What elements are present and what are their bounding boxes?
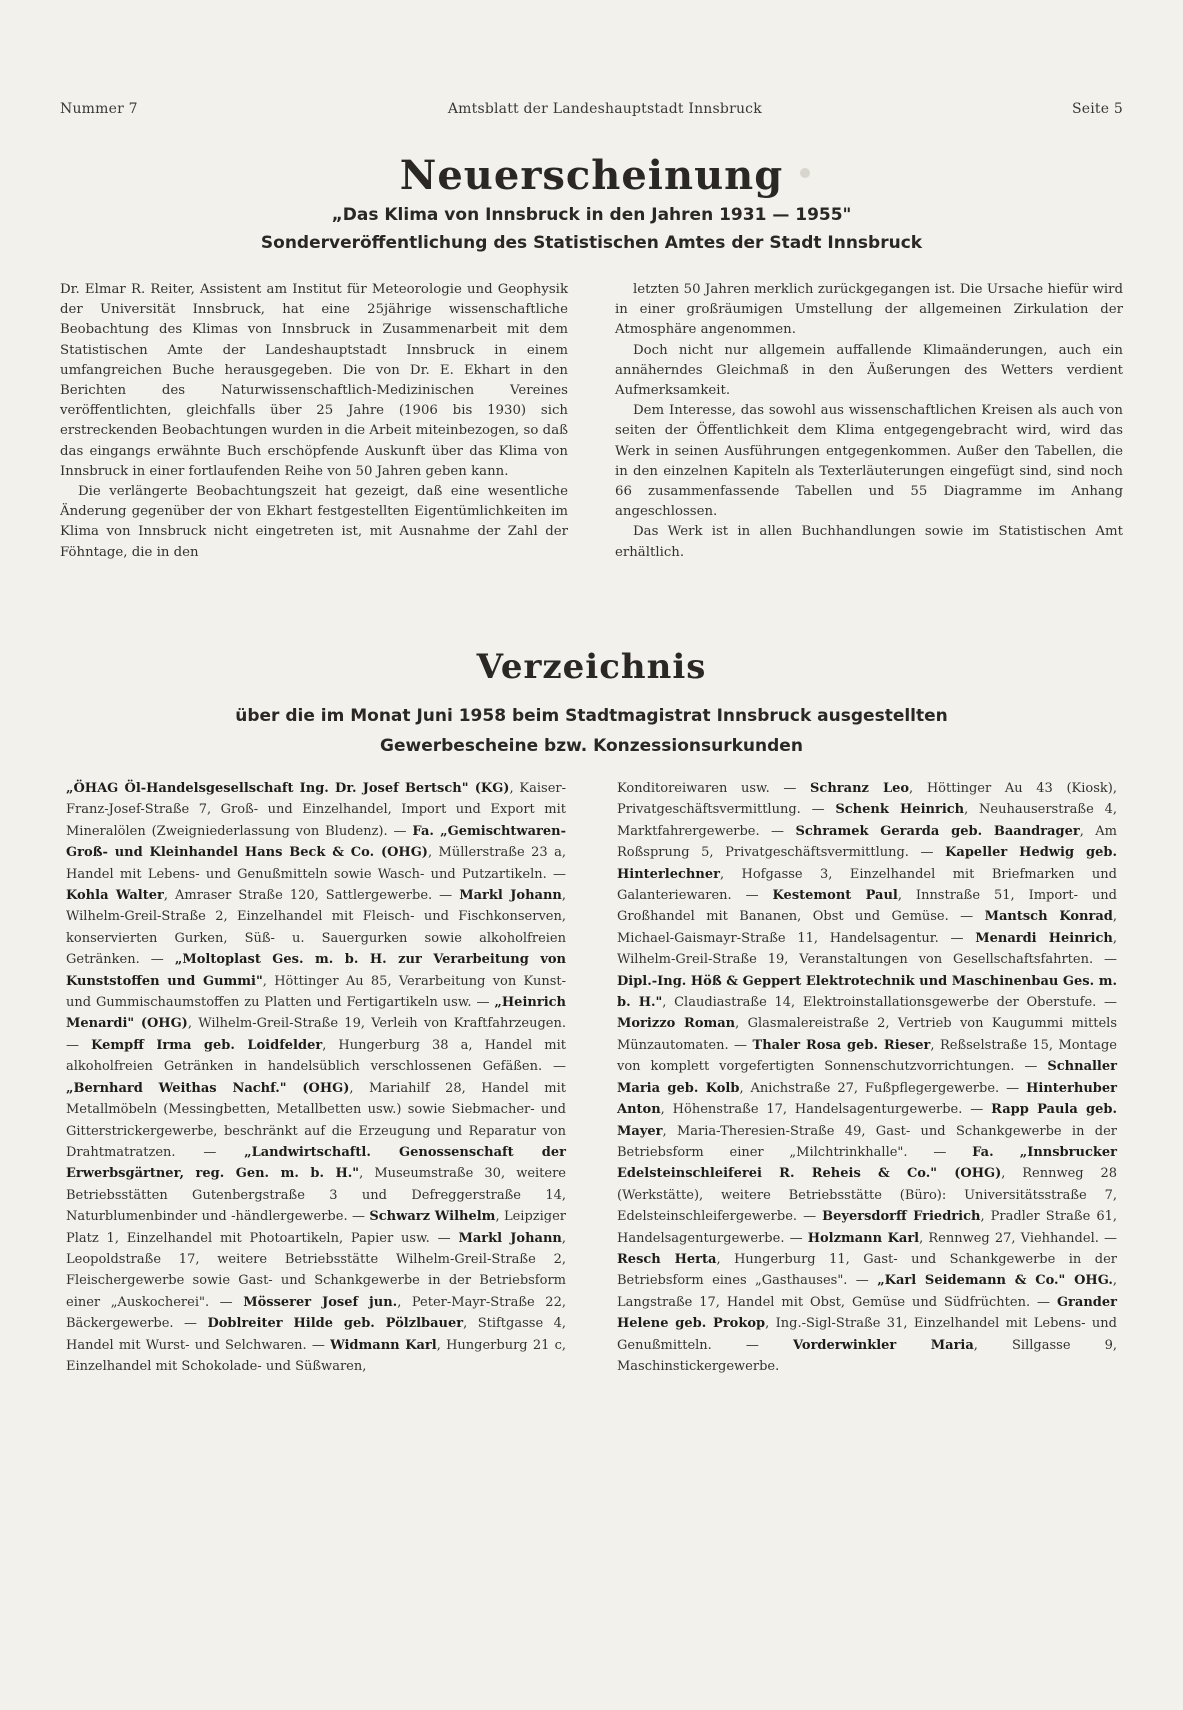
entry-name: Schnaller Maria geb. Kolb [617, 1059, 1117, 1096]
entry-name: Vorderwinkler Maria [793, 1337, 974, 1353]
entry-name: Menardi Heinrich [975, 930, 1113, 946]
entry-details: , Sillgasse 9, Maschinstickergewerbe. [617, 1337, 1118, 1374]
entry-name: Widmann Karl [330, 1337, 437, 1353]
entry-details: , Michael-Gaismayr-Straße 11, Handelsagentur. — [617, 909, 1117, 946]
article1-subtitle2: Sonderveröffentlichung des Statistischen Amtes der Stadt Innsbruck [260, 233, 923, 253]
entry-name: Rapp Paula geb. Mayer [617, 1102, 1117, 1139]
entry-details: Konditoreiwaren usw. — [617, 781, 811, 796]
entry-details: , Amraser Straße 120, Sattlergewerbe. — [163, 888, 460, 904]
entry-details: , Langstraße 17, Handel mit Obst, Gemüse und Südfrüchten. — [617, 1273, 1117, 1310]
entry-details: , Mariahilf 28, Handel mit Metallmöbeln (Messingbetten, Metallbetten usw.) sowie Siebmacher- und Gitterstrickergewerbe, beschränkt auf die Erzeugung und Reparatur von Drahtmatratzen. — [66, 1080, 566, 1160]
entry-name: Morizzo Roman [617, 1016, 736, 1032]
entry-name: „Landwirtschaftl. Genossenschaft der Erwerbsgärtner, reg. Gen. m. b. H." [66, 1144, 566, 1182]
paragraph: Die verlängerte Beobachtungszeit hat gezeigt, daß eine wesentliche Änderung gegenüber der von Ekhart festgestellten Eigentümlichkeiten im Klima von Innsbruck nicht eingetreten ist, mit Ausnahme der Zahl der Föhntage, die in den [60, 484, 568, 560]
article1-right-column [615, 280, 1123, 563]
entry-name: „Heinrich Menardi" (OHG) [66, 995, 566, 1032]
entry-details: , Kaiser-Franz-Josef-Straße 7, Groß- und Einzelhandel, Import und Export mit Mineralölen (Zweigniederlassung von Bludenz). — [66, 781, 567, 839]
article1-left-column [60, 280, 568, 563]
entry-details: , Neuhauserstraße 4, Marktfahrergewerbe. — [617, 802, 1117, 839]
article2-body [66, 778, 1117, 1377]
entry-name: Markl Johann [459, 888, 562, 904]
entry-name: Schenk Heinrich [835, 802, 965, 818]
page-header [60, 97, 1123, 121]
entry-details: , Hungerburg 11, Gast- und Schankgewerbe in der Betriebsform eines „Gasthauses". — [617, 1251, 1117, 1289]
article1-title: Neuerscheinung [399, 152, 784, 199]
entry-details: , Claudiastraße 14, Elektroinstallationsgewerbe der Oberstufe. — [662, 995, 1117, 1011]
entry-name: Doblreiter Hilde geb. Pölzlbauer [207, 1316, 464, 1332]
article2-subtitle: über die im Monat Juni 1958 beim Stadtmagistrat Innsbruck ausgestellten [235, 706, 948, 726]
page-number: Seite 5 [1071, 101, 1123, 117]
entry-details: , Wilhelm-Greil-Straße 2, Einzelhandel mit Fleisch- und Fischkonserven, konservierten Gurken, Süß- u. Sauergurken sowie alkoholfreien Getränken. — [66, 888, 566, 968]
issue-number: Nummer 7 [60, 101, 138, 117]
entry-details: , Rennweg 28 (Werkstätte), weitere Betriebsstätte (Büro): Universitätsstraße 7, Edelsteinschleifergewerbe. — [617, 1166, 1117, 1225]
entry-details: , Wilhelm-Greil-Straße 19, Veranstaltungen von Gesellschaftsfahrten. — [617, 930, 1117, 968]
entry-details: , Am Roßsprung 5, Privatgeschäftsvermittlung. — [617, 823, 1118, 861]
article1-subtitle: „Das Klima von Innsbruck in den Jahren 1931 — 1955" [331, 205, 852, 225]
entry-name: Schramek Gerarda geb. Baandrager [795, 823, 1080, 839]
entry-details: , Reßselstraße 15, Montage von komplett vorgefertigten Sonnenschutzvorrichtungen. — [617, 1037, 1117, 1075]
article2-right-column [617, 778, 1117, 1377]
entry-name: Hinterhuber Anton [617, 1080, 1118, 1118]
entry-name: Schranz Leo [810, 781, 910, 796]
entry-name: Kapeller Hedwig geb. Hinterlechner [617, 845, 1117, 882]
entry-details: , Hungerburg 38 a, Handel mit alkoholfreien Getränken in handelsüblich verschlossenen Gefäßen. — [66, 1037, 566, 1075]
entry-details: , Leopoldstraße 17, weitere Betriebsstätte Wilhelm-Greil-Straße 2, Fleischergewerbe sowie Gast- und Schankgewerbe in der Betriebsform einer „Auskocherei". — [66, 1230, 566, 1310]
entry-details: , Pradler Straße 61, Handelsagenturgewerbe. — [617, 1209, 1118, 1246]
entry-details: , Maria-Theresien-Straße 49, Gast- und Schankgewerbe in der Betriebsform einer „Milchtrinkhalle". — [617, 1123, 1117, 1160]
entry-name: Fa. „Gemischtwaren-Groß- und Kleinhandel Hans Beck & Co. (OHG) [66, 823, 566, 861]
entry-name: Markl Johann [458, 1230, 562, 1246]
entry-name: „Moltoplast Ges. m. b. H. zur Verarbeitung von Kunststoffen und Gummi" [66, 952, 567, 989]
entry-name: „Bernhard Weithas Nachf." (OHG) [66, 1080, 350, 1096]
entry-details: , Rennweg 27, Viehhandel. — [919, 1230, 1117, 1246]
entry-details: , Leipziger Platz 1, Einzelhandel mit Photoartikeln, Papier usw. — [66, 1209, 567, 1246]
paragraph: Doch nicht nur allgemein auffallende Klimaänderungen, auch ein annäherndes Gleichmaß in den Äußerungen des Wetters verdient Aufmerksamkeit. [615, 342, 1123, 399]
paragraph: Dr. Elmar R. Reiter, Assistent am Institut für Meteorologie und Geophysik der Universität Innsbruck, hat eine 25jährige wissenschaftliche Beobachtung des Klimas von Innsbruck in Zusammenarbeit mit dem Statistischen Amte der Landeshauptstadt Innsbruck in einem umfangreichen Buche herausgegeben. Die von Dr. E. Ekhart in den Berichten des Naturwissenschaftlich-Medizinischen Vereines veröffentlichten, gleichfalls über 25 Jahre (1906 bis 1930) sich erstreckenden Beobachtungen wurden in die Arbeit miteinbezogen, so daß das eingangs erwähnte Buch erschöpfende Auskunft über das Klima von Innsbruck in einer fortlaufenden Reihe von 50 Jahren geben kann. [60, 282, 568, 479]
entry-name: Dipl.-Ing. Höß & Geppert Elektrotechnik und Maschinenbau Ges. m. b. H." [617, 973, 1117, 1011]
paragraph: Dem Interesse, das sowohl aus wissenschaftlichen Kreisen als auch von seiten der Öffentlichkeit dem Klima entgegengebracht wird, wird das Werk in seinen Ausführungen entgegenkommen. Außer den Tabellen, die in den einzelnen Kapiteln als Texterläuterungen eingefügt sind, sind noch 66 zusammenfassende Tabellen und 55 Diagramme im Anhang angeschlossen. [615, 403, 1123, 520]
entry-name: Mantsch Konrad [984, 909, 1113, 925]
publication-title: Amtsblatt der Landeshauptstadt Innsbruck [447, 101, 762, 117]
entry-details: , Höhenstraße 17, Handelsagenturgewerbe. — [660, 1102, 992, 1118]
entry-name: Mösserer Josef jun. [243, 1294, 398, 1310]
entry-details: , Hofgasse 3, Einzelhandel mit Briefmarken und Galanteriewaren. — [617, 866, 1117, 904]
entry-details: , Hungerburg 21 c, Einzelhandel mit Schokolade- und Süßwaren, [66, 1337, 566, 1374]
article1-body [60, 280, 1123, 563]
article2-left-column [66, 778, 566, 1377]
entry-details: , Höttinger Au 43 (Kiosk), Privatgeschäftsvermittlung. — [617, 781, 1117, 818]
entry-details: , Ing.-Sigl-Straße 31, Einzelhandel mit Lebens- und Genußmitteln. — [617, 1316, 1117, 1353]
entry-details: , Museumstraße 30, weitere Betriebsstätten Gutenbergstraße 3 und Defreggerstraße 14, Naturblumenbinder und -händlergewerbe. — [66, 1166, 566, 1225]
entry-details: , Wilhelm-Greil-Straße 19, Verleih von Kraftfahrzeugen. — [66, 1016, 566, 1053]
entry-name: Resch Herta [617, 1251, 717, 1267]
article2-subtitle2: Gewerbescheine bzw. Konzessionsurkunden [380, 736, 803, 756]
entry-details: , Stiftgasse 4, Handel mit Wurst- und Selchwaren. — [66, 1316, 566, 1353]
entry-name: Kohla Walter [66, 888, 164, 904]
entry-name: Schwarz Wilhelm [369, 1209, 496, 1225]
entry-name: Thaler Rosa geb. Rieser [752, 1037, 931, 1053]
entry-details: , Peter-Mayr-Straße 22, Bäckergewerbe. — [66, 1294, 566, 1332]
entries-paragraph [617, 778, 1117, 1377]
entry-name: Beyersdorff Friedrich [822, 1209, 981, 1225]
paragraph: Das Werk ist in allen Buchhandlungen sowie im Statistischen Amt erhältlich. [615, 524, 1123, 560]
entry-name: Kestemont Paul [772, 888, 898, 904]
entry-details: , Glasmalereistraße 2, Vertrieb von Kaugummi mittels Münzautomaten. — [617, 1016, 1117, 1053]
entry-details: , Höttinger Au 85, Verarbeitung von Kunst- und Gummischaumstoffen zu Platten und Fertigartikeln usw. — [66, 973, 566, 1011]
entry-details: , Innstraße 51, Import- und Großhandel mit Bananen, Obst und Gemüse. — [617, 888, 1117, 925]
entry-name: „Karl Seidemann & Co." OHG. [877, 1273, 1113, 1289]
entries-paragraph [66, 778, 566, 1377]
entry-name: Fa. „Innsbrucker Edelsteinschleiferei R. Reheis & Co." (OHG) [617, 1144, 1117, 1182]
entry-details: , Müllerstraße 23 a, Handel mit Lebens- und Genußmitteln sowie Wasch- und Putzartikeln. — [66, 845, 566, 882]
article2-title: Verzeichnis [476, 647, 707, 687]
entry-name: Holzmann Karl [807, 1230, 920, 1246]
entry-details: , Anichstraße 27, Fußpflegergewerbe. — [739, 1080, 1027, 1096]
paragraph: letzten 50 Jahren merklich zurückgegangen ist. Die Ursache hiefür wird in einer großräumigen Umstellung der allgemeinen Zirkulation der Atmosphäre angenommen. [615, 282, 1123, 338]
entry-name: Grander Helene geb. Prokop [617, 1294, 1117, 1332]
entry-name: Kempff Irma geb. Loidfelder [91, 1037, 323, 1053]
entry-name: „ÖHAG Öl-Handelsgesellschaft Ing. Dr. Josef Bertsch" (KG) [66, 781, 510, 796]
